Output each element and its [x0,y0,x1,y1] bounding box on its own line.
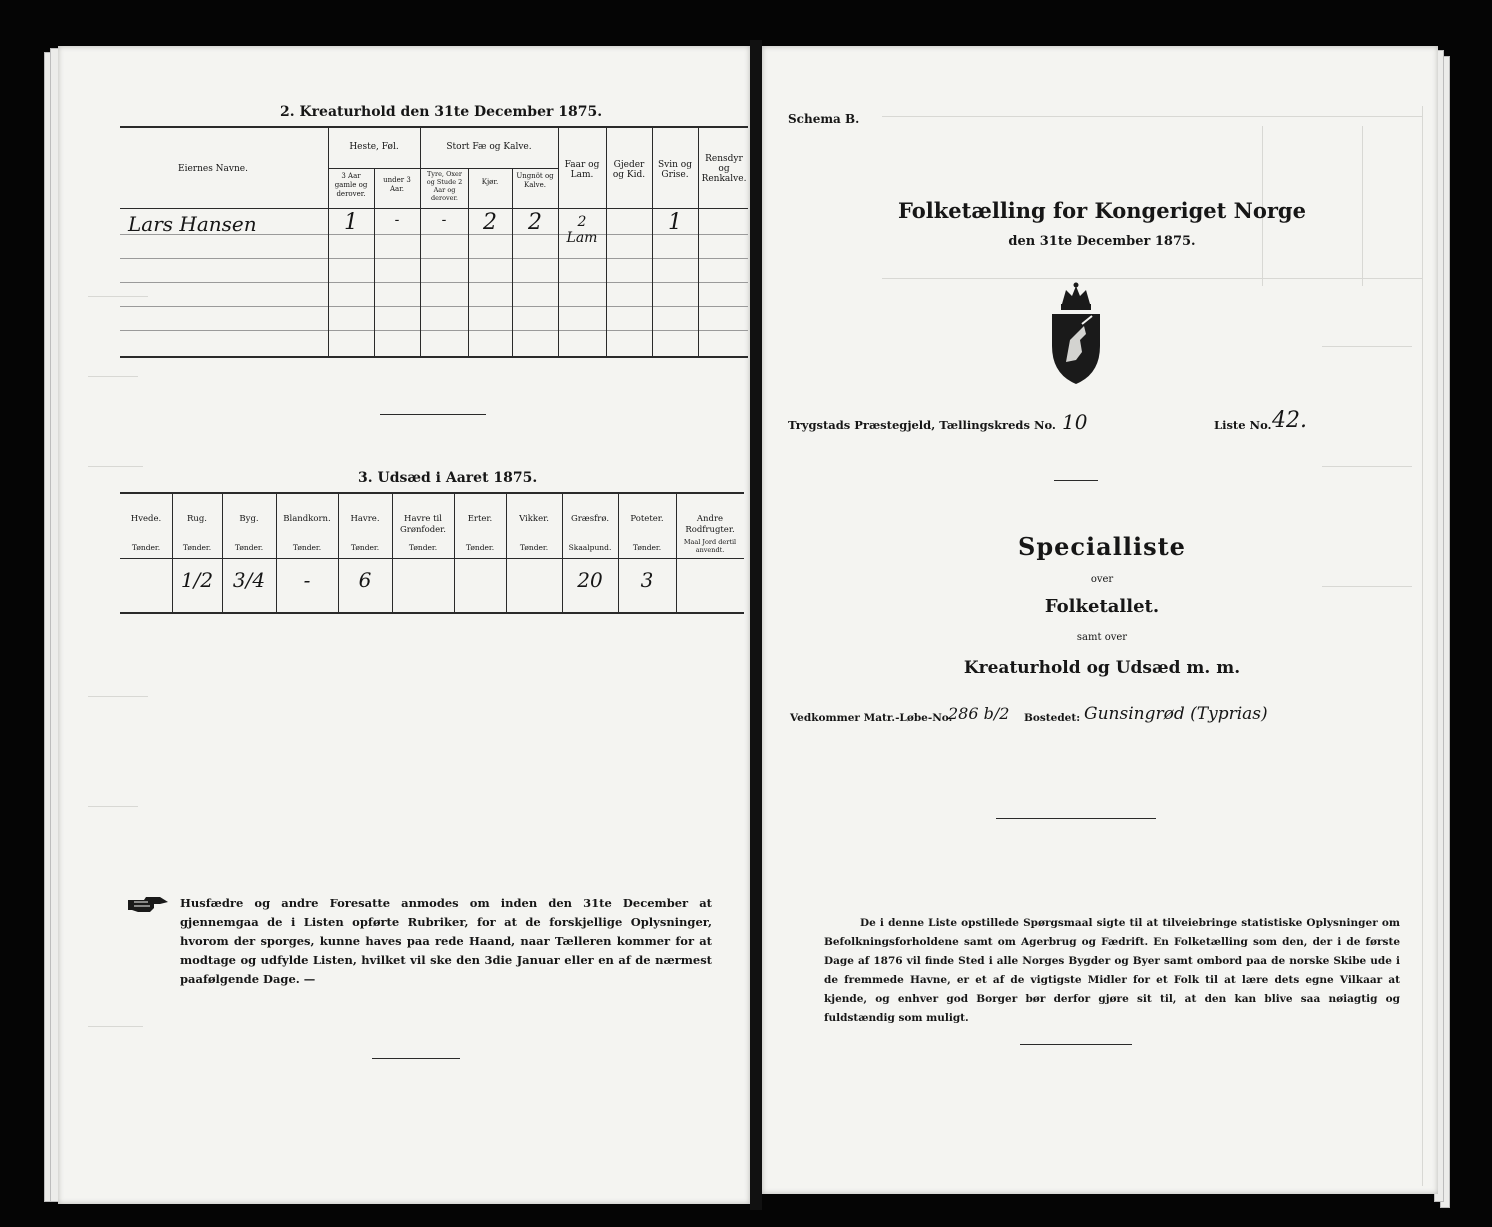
horses-a-value: 1 [344,210,358,235]
udsaed-header-6: Erter. [467,514,493,524]
col-owner-header: Eiernes Navne. [178,164,248,174]
udsaed-header-7: Vikker. [519,514,549,524]
udsaed-header-10: Andre Rodfrugter. [685,514,735,535]
col-cattle-header: Stort Fæ og Kalve. [446,142,532,152]
book-gutter [750,40,762,1210]
udsaed-unit-8: Skaalpund. [568,543,612,552]
folketallet-label: Folketallet. [1044,596,1160,617]
kreaturhold-label: Kreaturhold og Udsæd m. m. [963,658,1241,678]
udsaed-unit-4: Tønder. [350,543,380,552]
udsaed-unit-2: Tønder. [234,543,264,552]
pointing-hand-icon [126,894,170,922]
col-horses-b-header: under 3 Aar. [383,176,411,193]
sheep-value: 2 Lam [566,214,598,246]
list-number: 42. [1272,408,1307,433]
col-horses-header: Heste, Føl. [349,142,399,152]
udsaed-header-4: Havre. [350,514,380,524]
census-title: Folketælling for Kongeriget Norge [898,198,1306,223]
udsaed-header-0: Hvede. [130,514,162,524]
samt-over-label: samt over [1076,632,1128,643]
census-date: den 31te December 1875. [1008,234,1196,249]
schema-label: Schema B. [788,112,860,126]
udsaed-column-divider [172,494,173,612]
udsaed-column-divider [454,494,455,612]
udsaed-column-divider [618,494,619,612]
col-sheep-header: Faar og Lam. [564,160,600,180]
specialliste-title: Specialliste [1018,532,1186,561]
udsaed-value-9: 3 [640,568,654,592]
udsaed-value-8: 20 [577,568,603,592]
udsaed-value-2: 3/4 [232,568,266,592]
udsaed-value-1: 1/2 [180,568,214,592]
info-text: De i denne Liste opstillede Spørgsmaal sigte til at tilveiebringe statistiske Oplysninger om Befolkningsforholdene samt om Agerbrug og Fædrift. En Folketælling som den, der i de første Dage af 1876 vil finde Sted i alle Norges Bygder og Byer samt ombord paa de norske Skibe ude i de fremmede Havne, er et af de vigtigste Midler for et Folk til at lære dets egne Vilkaar at kjende, og enhver god Borger bør derfor gjøre sit til, at den kan blive saa nøiagtig og fuldstændig som muligt. [824,917,1400,1024]
parish-label: Trygstads Præstegjeld, Tællingskreds No. [788,418,1056,432]
udsaed-unit-6: Tønder. [465,543,495,552]
col-young-header: Ungnöt og Kalve. [516,172,554,189]
section2-title: 2. Kreaturhold den 31te December 1875. [280,104,603,120]
udsaed-header-1: Rug. [186,514,208,524]
pigs-value: 1 [668,210,682,235]
over-label: over [1090,574,1114,585]
udsaed-column-divider [506,494,507,612]
udsaed-header-2: Byg. [239,514,259,524]
udsaed-header-5: Havre til Grønfoder. [399,514,446,535]
matr-value: 286 b/2 [948,704,1010,723]
bosted-value: Gunsingrød (Typrias) [1084,704,1268,724]
udsaed-unit-1: Tønder. [182,543,212,552]
horses-b-value: - [394,212,400,228]
matr-label: Vedkommer Matr.-Løbe-No. [790,712,953,724]
norwegian-coat-of-arms-icon [1048,282,1104,390]
udsaed-column-divider [392,494,393,612]
udsaed-unit-7: Tønder. [519,543,549,552]
district-number: 10 [1062,410,1088,434]
udsaed-unit-5: Tønder. [408,543,438,552]
udsaed-header-8: Græsfrø. [570,514,610,524]
udsaed-unit-3: Tønder. [292,543,322,552]
cattle-a-value: - [441,212,447,228]
list-label: Liste No. [1214,418,1272,432]
section3-title: 3. Udsæd i Aaret 1875. [358,470,538,486]
owner-name: Lars Hansen [128,212,257,236]
right-page [762,46,1438,1194]
col-horses-a-header: 3 Aar gamle og derover. [334,172,368,198]
col-cows-header: Kjør. [481,178,499,186]
cows-value: 2 [483,210,497,235]
udsaed-header-9: Poteter. [630,514,664,524]
udsaed-column-divider [338,494,339,612]
left-page [58,46,750,1204]
udsaed-column-divider [276,494,277,612]
udsaed-unit-10: Maal Jord dertil anvendt. [683,538,737,554]
bosted-label: Bostedet: [1024,712,1081,724]
udsaed-unit-0: Tønder. [131,543,161,552]
udsaed-column-divider [562,494,563,612]
udsaed-value-3: - [303,568,311,592]
udsaed-column-divider [222,494,223,612]
notice-text: Husfædre og andre Foresatte anmodes om inden den 31te December at gjennemgaa de i Listen opførte Rubriker, for at de forskjellige Oplysninger, hvorom der sporges, kunne haves paa rede Haand, naar Tælleren kommer for at modtage og udfylde Listen, hvilket vil ske den 3die Januar eller en af de nærmest paafølgende Dage. — [180,896,712,986]
col-pigs-header: Svin og Grise. [658,160,692,180]
udsaed-unit-9: Tønder. [632,543,662,552]
young-cattle-value: 2 [528,210,542,235]
col-reindeer-header: Rensdyr og Renkalve. [701,154,747,184]
col-goats-header: Gjeder og Kid. [612,160,646,180]
col-cattle-a-header: Tyre, Oxer og Stude 2 Aar og derover. [426,170,463,202]
udsaed-header-3: Blandkorn. [283,514,331,524]
udsaed-value-4: 6 [358,568,372,592]
